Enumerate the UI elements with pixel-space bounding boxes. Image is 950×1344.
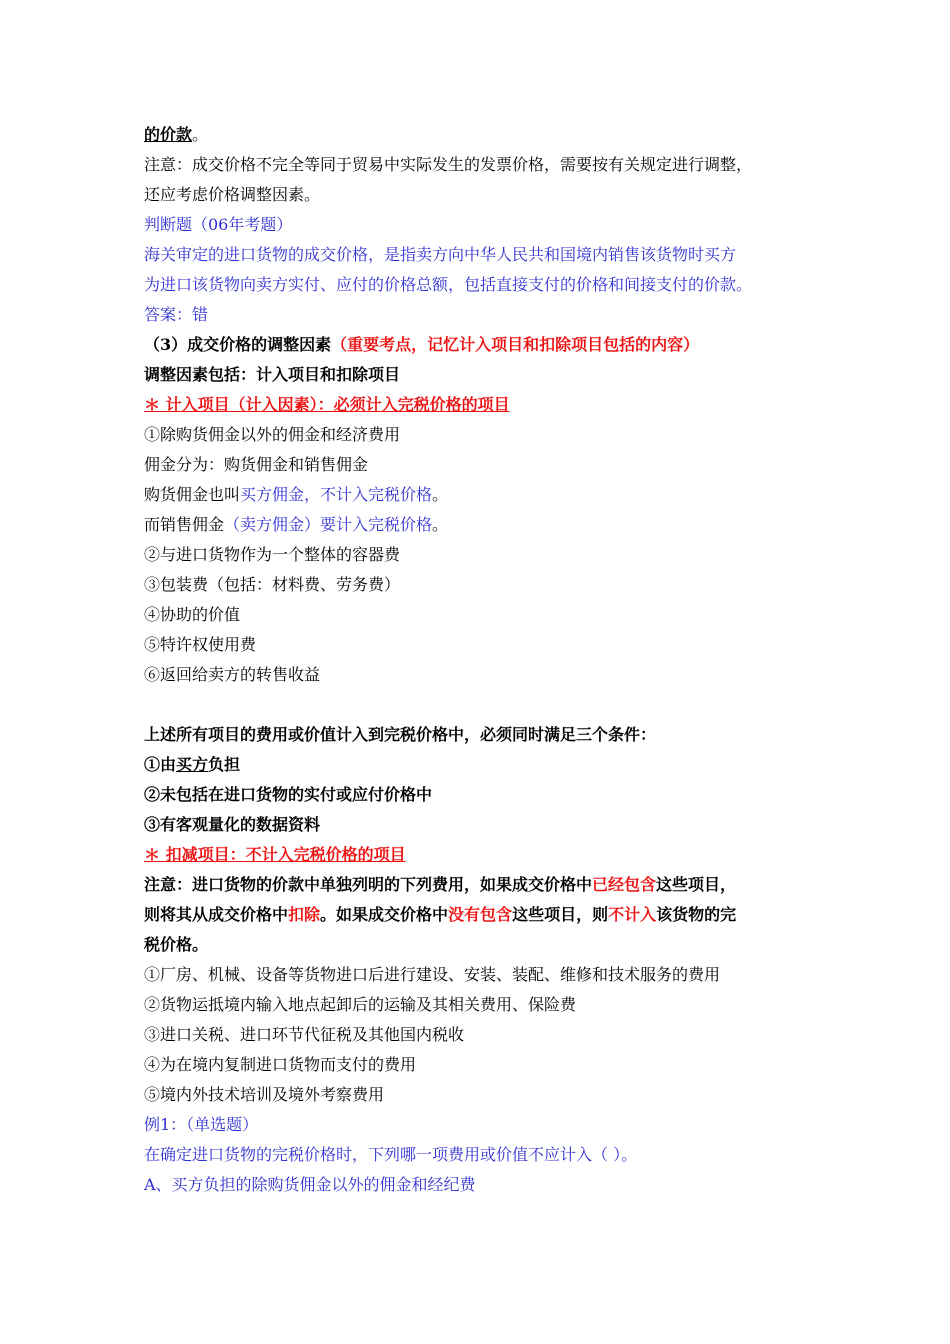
text-line: 调整因素包括：计入项目和扣除项目 <box>144 365 401 384</box>
subsection-heading: ＊ 扣减项目：不计入完税价格的项目 <box>144 845 406 864</box>
text-segment: 的价款 <box>144 125 193 144</box>
text-segment: （重要考点，记忆计入项目和扣除项目包括的内容） <box>331 335 700 354</box>
note-line <box>144 870 824 900</box>
note-line: 税价格。 <box>144 935 209 954</box>
list-item: ④为在境内复制进口货物而支付的费用 <box>144 1055 417 1074</box>
example-heading: 例1：（单选题） <box>144 1115 259 1134</box>
text-segment: 没有包含 <box>448 905 513 924</box>
note-line: 还应考虑价格调整因素。 <box>144 185 321 204</box>
list-item: ①除购货佣金以外的佣金和经济费用 <box>144 425 401 444</box>
text-segment: ①由 <box>144 755 177 774</box>
list-item: ⑤特许权使用费 <box>144 635 257 654</box>
list-item: ⑤境内外技术培训及境外考察费用 <box>144 1085 385 1104</box>
answer-option: A、买方负担的除购货佣金以外的佣金和经纪费 <box>144 1175 476 1194</box>
list-item: ②未包括在进口货物的实付或应付价格中 <box>144 785 433 804</box>
text-segment: 不计入 <box>608 905 657 924</box>
text-segment: （3）成交价格的调整因素 <box>144 335 332 354</box>
question-text: 为进口该货物向卖方实付、应付的价格总额，包括直接支付的价格和间接支付的价款。 <box>144 275 753 294</box>
text-segment: 已经包含 <box>592 875 657 894</box>
subsection-heading: ＊ 计入项目（计入因素）：必须计入完税价格的项目 <box>144 395 510 414</box>
question-heading: 判断题（06年考题） <box>144 215 293 234</box>
text-line <box>144 510 824 540</box>
list-item: ③有客观量化的数据资料 <box>144 815 321 834</box>
text-line <box>144 120 824 150</box>
text-segment: 注意：进口货物的价款中单独列明的下列费用，如果成交价格中 <box>144 875 593 894</box>
text-segment: 这些项目， <box>656 875 737 894</box>
list-item: ①厂房、机械、设备等货物进口后进行建设、安装、装配、维修和技术服务的费用 <box>144 965 721 984</box>
list-item <box>144 750 824 780</box>
note-line: 注意：成交价格不完全等同于贸易中实际发生的发票价格，需要按有关规定进行调整， <box>144 155 753 174</box>
text-segment: 负担 <box>208 755 241 774</box>
text-segment: 。如果成交价格中 <box>320 905 449 924</box>
text-segment: 买方佣金，不计入完税价格 <box>240 485 433 504</box>
list-item: ④协助的价值 <box>144 605 241 624</box>
list-item: ②货物运抵境内输入地点起卸后的运输及其相关费用、保险费 <box>144 995 577 1014</box>
text-segment: 这些项目，则 <box>512 905 609 924</box>
text-segment: 买方 <box>176 755 209 774</box>
text-segment: 则将其从成交价格中 <box>144 905 289 924</box>
list-item: ③包装费（包括：材料费、劳务费） <box>144 575 401 594</box>
text-segment: 。 <box>192 125 209 144</box>
question-text: 在确定进口货物的完税价格时，下列哪一项费用或价值不应计入（ ）。 <box>144 1145 638 1164</box>
text-segment: 购货佣金也叫 <box>144 485 241 504</box>
blank-line <box>144 690 824 720</box>
text-segment: 而销售佣金 <box>144 515 225 534</box>
text-line: 佣金分为：购货佣金和销售佣金 <box>144 455 369 474</box>
list-item: ⑥返回给卖方的转售收益 <box>144 665 321 684</box>
text-segment: 该货物的完 <box>656 905 737 924</box>
text-segment: 扣除 <box>288 905 321 924</box>
note-line <box>144 900 824 930</box>
document-page <box>144 120 824 1200</box>
text-segment: 。 <box>432 515 449 534</box>
text-line <box>144 480 824 510</box>
text-segment: （卖方佣金）要计入完税价格 <box>224 515 433 534</box>
text-segment: 。 <box>432 485 449 504</box>
answer-line: 答案：错 <box>144 305 209 324</box>
text-line: 上述所有项目的费用或价值计入到完税价格中，必须同时满足三个条件： <box>144 725 657 744</box>
question-text: 海关审定的进口货物的成交价格，是指卖方向中华人民共和国境内销售该货物时买方 <box>144 245 737 264</box>
list-item: ②与进口货物作为一个整体的容器费 <box>144 545 401 564</box>
list-item: ③进口关税、进口环节代征税及其他国内税收 <box>144 1025 465 1044</box>
section-heading <box>144 330 824 360</box>
